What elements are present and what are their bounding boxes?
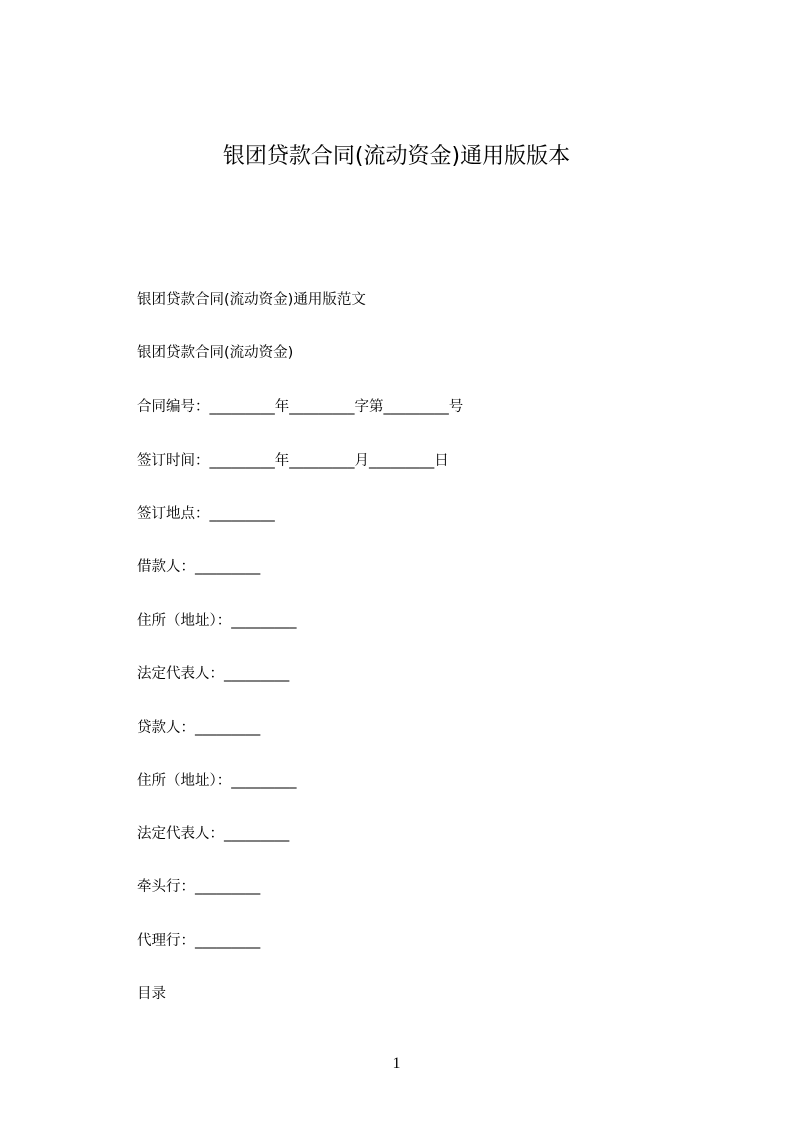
contract-name-line: 银团贷款合同(流动资金) bbox=[137, 345, 294, 361]
lender-line: 贷款人：_________ bbox=[137, 720, 261, 736]
borrower-representative-line: 法定代表人：_________ bbox=[137, 666, 290, 682]
document-title: 银团贷款合同(流动资金)通用版版本 bbox=[222, 144, 571, 169]
lead-bank-line: 牵头行：_________ bbox=[137, 879, 261, 895]
lender-representative-line: 法定代表人：_________ bbox=[137, 826, 290, 842]
borrower-line: 借款人：_________ bbox=[137, 559, 261, 575]
table-of-contents-heading: 目录 bbox=[137, 986, 166, 1002]
lender-address-line: 住所（地址）：_________ bbox=[137, 773, 297, 789]
page-number: 1 bbox=[392, 1055, 401, 1072]
subtitle-line: 银团贷款合同(流动资金)通用版范文 bbox=[137, 292, 366, 308]
borrower-address-line: 住所（地址）：_________ bbox=[137, 613, 297, 629]
agent-bank-line: 代理行：_________ bbox=[137, 933, 261, 949]
signing-date-line: 签订时间：_________年_________月_________日 bbox=[137, 453, 449, 469]
contract-number-line: 合同编号：_________年_________字第_________号 bbox=[137, 399, 464, 415]
signing-place-line: 签订地点：_________ bbox=[137, 506, 275, 522]
